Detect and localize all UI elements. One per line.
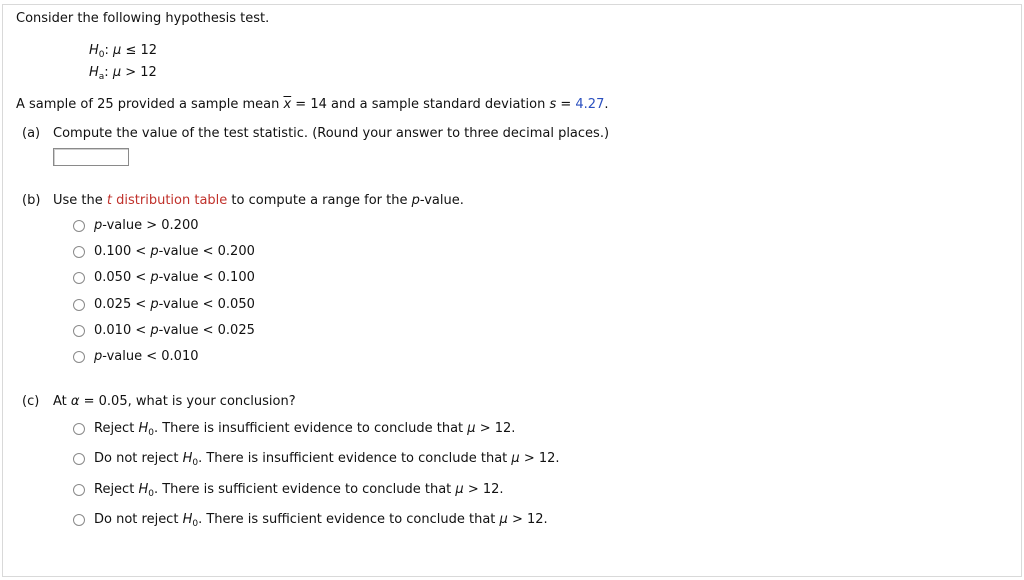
opt-post: > 12. xyxy=(519,451,560,466)
sample-text-1: A sample of 25 provided a sample mean xyxy=(16,97,284,112)
pvalue-option-4-radio[interactable] xyxy=(73,299,85,311)
opt-sub: 0 xyxy=(148,428,154,438)
opt-sub: 0 xyxy=(192,519,199,529)
opt-post: -value < 0.200 xyxy=(158,244,255,259)
std-dev-value: 4.27 xyxy=(575,97,605,112)
opt-pre: Do not reject xyxy=(94,451,183,466)
sample-statement xyxy=(16,97,609,112)
opt-sub: 0 xyxy=(148,489,154,499)
opt-h: H xyxy=(138,482,149,497)
opt-p: p xyxy=(94,218,103,233)
pvalue-option-1-radio[interactable] xyxy=(73,220,85,232)
ha-colon: : xyxy=(104,65,109,80)
opt-post: -value < 0.010 xyxy=(102,349,199,364)
t-distribution-table-link[interactable] xyxy=(107,193,227,208)
part-c-text-2: = 0.05, what is your conclusion? xyxy=(79,394,296,409)
opt-pre: Reject xyxy=(94,482,139,497)
pvalue-option-1-label[interactable] xyxy=(94,218,199,233)
opt-mu: μ xyxy=(511,451,520,466)
ha-symbol: H xyxy=(89,65,99,80)
s-symbol: s xyxy=(549,97,557,112)
opt-post: -value < 0.025 xyxy=(158,323,255,338)
opt-post: -value > 0.200 xyxy=(102,218,199,233)
h0-colon: : xyxy=(104,43,109,58)
opt-h: H xyxy=(138,421,149,436)
opt-p: p xyxy=(150,297,159,312)
p-symbol: p xyxy=(411,193,420,208)
ha-mu: μ xyxy=(112,65,122,80)
opt-mu: μ xyxy=(499,512,508,527)
xbar-symbol: $\overline{x}$ xyxy=(283,97,292,112)
part-b-label: (b) xyxy=(22,193,41,208)
conclusion-option-4-label[interactable] xyxy=(94,512,548,529)
pvalue-option-3-radio[interactable] xyxy=(73,272,85,284)
opt-mid: . There is insufficient evidence to conclude that xyxy=(153,421,468,436)
opt-post: > 12. xyxy=(507,512,548,527)
conclusion-option-4-radio[interactable] xyxy=(73,514,85,526)
h0-relation: ≤ 12 xyxy=(125,43,158,58)
null-hypothesis xyxy=(89,43,157,60)
conclusion-option-1-radio[interactable] xyxy=(73,423,85,435)
ha-relation: > 12 xyxy=(125,65,157,80)
part-a-question: Compute the value of the test statistic. (Round your answer to three decimal places.) xyxy=(53,126,610,141)
opt-p: p xyxy=(94,349,103,364)
opt-pre: Reject xyxy=(94,421,139,436)
conclusion-option-3-label[interactable] xyxy=(94,482,504,499)
part-b-text-2: to compute a range for the xyxy=(227,193,412,208)
pvalue-option-6-radio[interactable] xyxy=(73,351,85,363)
ha-subscript: a xyxy=(98,72,105,82)
pvalue-option-2-label[interactable] xyxy=(94,244,255,259)
pvalue-option-2-radio[interactable] xyxy=(73,246,85,258)
h0-symbol: H xyxy=(89,43,99,58)
opt-post: > 12. xyxy=(475,421,516,436)
opt-post: -value < 0.100 xyxy=(158,270,255,285)
opt-mu: μ xyxy=(467,421,476,436)
opt-pre: 0.050 < xyxy=(94,270,151,285)
sample-text-2: = 14 and a sample standard deviation xyxy=(291,97,550,112)
pvalue-option-4-label[interactable] xyxy=(94,297,255,312)
intro-text: Consider the following hypothesis test. xyxy=(16,11,270,26)
h0-mu: μ xyxy=(113,43,122,58)
opt-p: p xyxy=(150,270,159,285)
opt-mid: . There is sufficient evidence to conclude that xyxy=(198,512,500,527)
part-c-text-1: At xyxy=(53,394,71,409)
opt-pre: 0.025 < xyxy=(94,297,151,312)
pvalue-option-5-radio[interactable] xyxy=(73,325,85,337)
pvalue-option-6-label[interactable] xyxy=(94,349,199,364)
part-c-question xyxy=(53,394,296,409)
opt-post: -value < 0.050 xyxy=(158,297,255,312)
opt-mu: μ xyxy=(455,482,464,497)
opt-sub: 0 xyxy=(192,458,199,468)
opt-p: p xyxy=(150,323,159,338)
opt-h: H xyxy=(182,512,193,527)
pvalue-option-5-label[interactable] xyxy=(94,323,255,338)
pvalue-option-3-label[interactable] xyxy=(94,270,255,285)
opt-h: H xyxy=(182,451,193,466)
opt-mid: . There is sufficient evidence to conclude that xyxy=(153,482,456,497)
part-b-text-1: Use the xyxy=(53,193,107,208)
sample-period: . xyxy=(604,97,609,112)
part-a-label: (a) xyxy=(22,126,41,141)
link-rest: distribution table xyxy=(112,193,228,208)
opt-pre: 0.010 < xyxy=(94,323,151,338)
conclusion-option-2-label[interactable] xyxy=(94,451,560,468)
test-statistic-input[interactable] xyxy=(53,148,129,166)
opt-mid: . There is insufficient evidence to conclude that xyxy=(198,451,512,466)
alpha-symbol: α xyxy=(70,394,80,409)
conclusion-option-2-radio[interactable] xyxy=(73,453,85,465)
part-c-label: (c) xyxy=(22,394,40,409)
part-b-question xyxy=(53,193,464,208)
opt-pre: Do not reject xyxy=(94,512,183,527)
h0-subscript: 0 xyxy=(98,50,105,60)
alternative-hypothesis xyxy=(89,65,157,82)
opt-post: > 12. xyxy=(463,482,504,497)
conclusion-option-1-label[interactable] xyxy=(94,421,515,438)
conclusion-option-3-radio[interactable] xyxy=(73,484,85,496)
link-t: t xyxy=(106,193,112,208)
opt-pre: 0.100 < xyxy=(94,244,151,259)
sample-equals: = xyxy=(556,97,576,112)
part-b-text-3: -value. xyxy=(419,193,464,208)
opt-p: p xyxy=(150,244,159,259)
